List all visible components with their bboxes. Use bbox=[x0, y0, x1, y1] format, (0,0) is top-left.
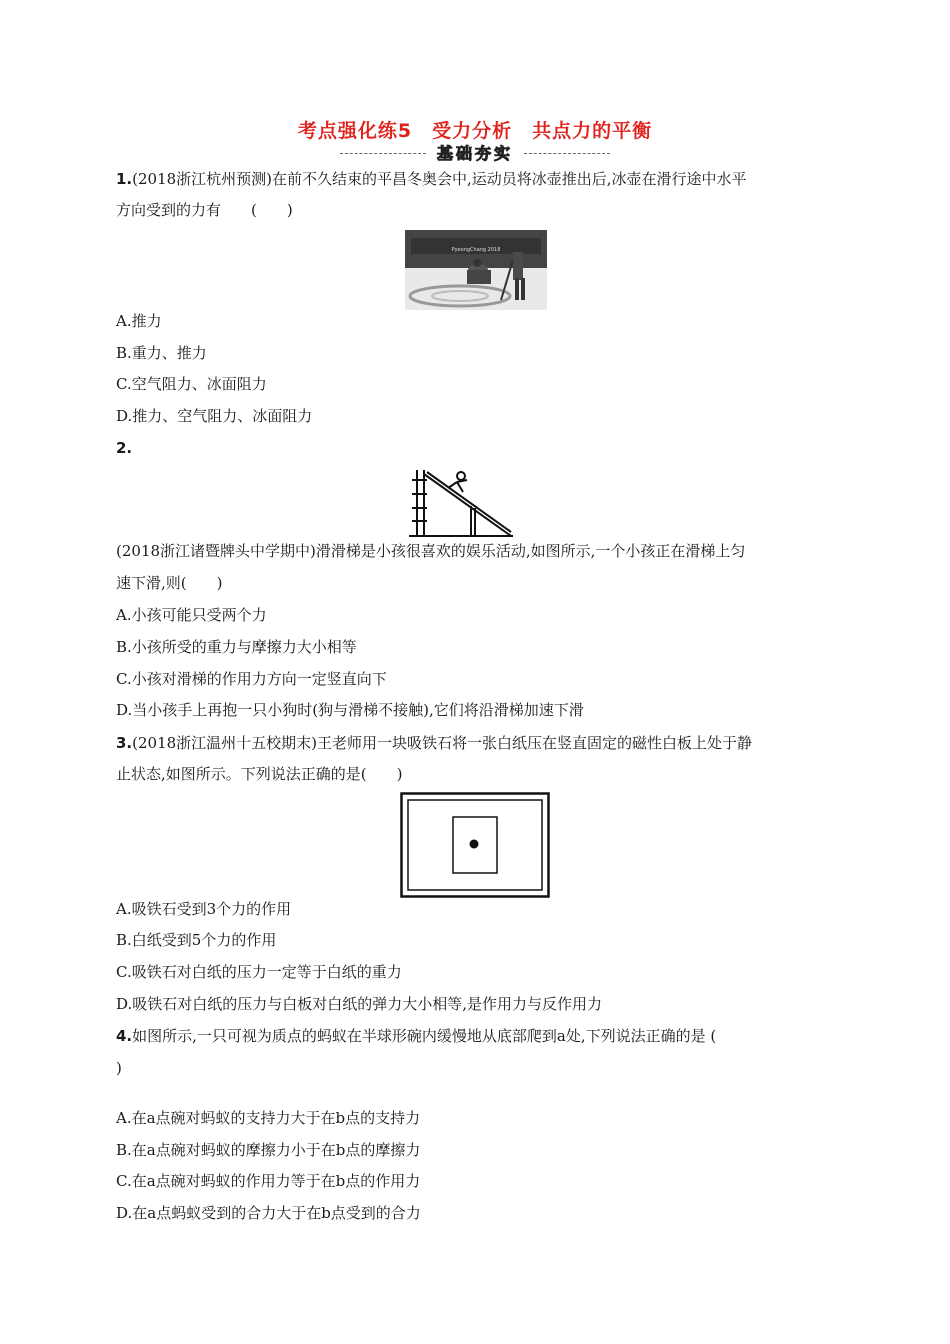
question-2-line-2: 速下滑,则( ) bbox=[116, 574, 223, 592]
question-4-line-1 bbox=[116, 1026, 716, 1046]
magnet-dot bbox=[470, 840, 479, 849]
question-4-line-2: ) bbox=[116, 1059, 122, 1077]
question-text: (2018浙江温州十五校期末)王老师用一块吸铁石将一张白纸压在竖直固定的磁性白板上处于静 bbox=[132, 734, 753, 752]
question-4-option-c: C.在a点碗对蚂蚁的作用力等于在b点的作用力 bbox=[116, 1172, 421, 1190]
divider-right bbox=[524, 153, 610, 154]
question-4-option-b: B.在a点碗对蚂蚁的摩擦力小于在b点的摩擦力 bbox=[116, 1141, 421, 1159]
question-text: 如图所示,一只可视为质点的蚂蚁在半球形碗内缓慢地从底部爬到a处,下列说法正确的是 ( bbox=[132, 1027, 717, 1045]
question-1-option-b: B.重力、推力 bbox=[116, 344, 207, 362]
section-header bbox=[340, 142, 610, 166]
question-1-line-2: 方向受到的力有 ( ) bbox=[116, 201, 293, 219]
section-label: 基础夯实 bbox=[436, 144, 513, 163]
question-number: 1. bbox=[116, 170, 133, 188]
question-3-option-b: B.白纸受到5个力的作用 bbox=[116, 931, 277, 949]
photo-banner-text: PyeongChang 2018 bbox=[451, 247, 501, 253]
question-4-option-d: D.在a点蚂蚁受到的合力大于在b点受到的合力 bbox=[116, 1204, 421, 1222]
question-3-line-1 bbox=[116, 733, 752, 753]
question-1-option-c: C.空气阻力、冰面阻力 bbox=[116, 375, 267, 393]
question-2-number: 2. bbox=[116, 439, 133, 457]
divider-left bbox=[340, 153, 426, 154]
question-3-option-d: D.吸铁石对白纸的压力与白板对白纸的弹力大小相等,是作用力与反作用力 bbox=[116, 995, 603, 1013]
question-4-option-a: A.在a点碗对蚂蚁的支持力大于在b点的支持力 bbox=[116, 1109, 421, 1127]
question-2-option-b: B.小孩所受的重力与摩擦力大小相等 bbox=[116, 638, 357, 656]
page-title: 考点强化练5 受力分析 共点力的平衡 bbox=[297, 120, 653, 142]
question-2-option-a: A.小孩可能只受两个力 bbox=[116, 606, 267, 624]
question-3-option-a: A.吸铁石受到3个力的作用 bbox=[116, 900, 292, 918]
question-1-option-d: D.推力、空气阻力、冰面阻力 bbox=[116, 407, 313, 425]
question-number: 3. bbox=[116, 734, 133, 752]
question-3-line-2: 止状态,如图所示。下列说法正确的是( ) bbox=[116, 765, 403, 783]
question-2-line-1: (2018浙江诸暨牌头中学期中)滑滑梯是小孩很喜欢的娱乐活动,如图所示,一个小孩正在滑梯上匀 bbox=[116, 542, 746, 560]
whiteboard-diagram bbox=[400, 792, 550, 898]
question-2-option-c: C.小孩对滑梯的作用力方向一定竖直向下 bbox=[116, 670, 387, 688]
question-text: (2018浙江杭州预测)在前不久结束的平昌冬奥会中,运动员将冰壶推出后,冰壶在滑行途中水平 bbox=[132, 170, 747, 188]
question-1-option-a: A.推力 bbox=[116, 312, 162, 330]
slide-diagram bbox=[405, 466, 515, 538]
curling-photo bbox=[405, 230, 547, 310]
question-number: 4. bbox=[116, 1027, 133, 1045]
question-1-line-1 bbox=[116, 169, 747, 189]
question-2-option-d: D.当小孩手上再抱一只小狗时(狗与滑梯不接触),它们将沿滑梯加速下滑 bbox=[116, 701, 584, 719]
question-3-option-c: C.吸铁石对白纸的压力一定等于白纸的重力 bbox=[116, 963, 402, 981]
